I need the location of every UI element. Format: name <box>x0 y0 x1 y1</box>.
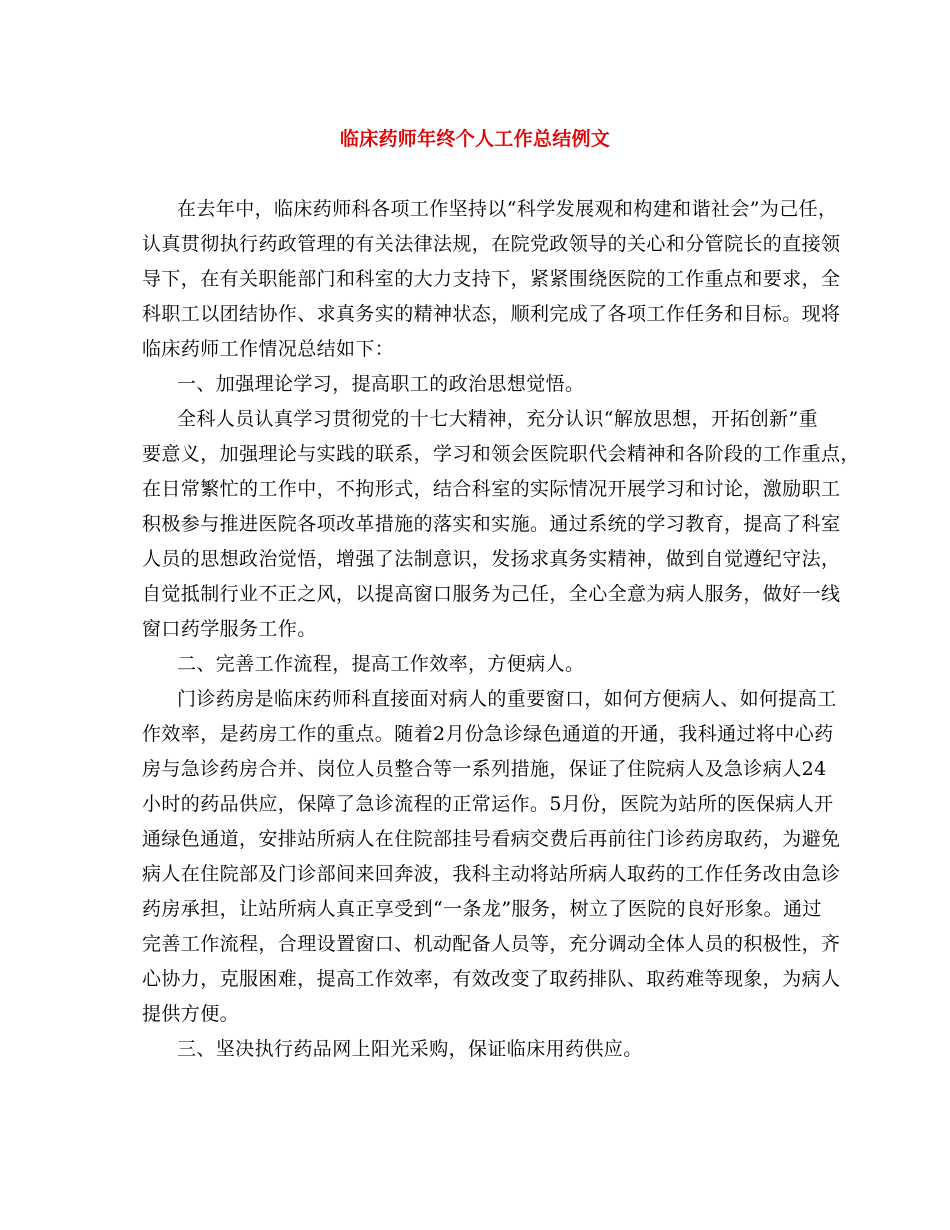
body-line: 门诊药房是临床药师科直接面对病人的重要窗口，如何方便病人、如何提高工 <box>177 688 837 710</box>
section-heading: 一、加强理论学习，提高职工的政治思想觉悟。 <box>177 373 585 395</box>
section-heading: 三、坚决执行药品网上阳光采购，保证临床用药供应。 <box>177 1038 643 1060</box>
section-heading: 二、完善工作流程，提高工作效率，方便病人。 <box>177 653 585 675</box>
body-line: 心协力，克服困难，提高工作效率，有效改变了取药排队、取药难等现象，为病人 <box>142 968 841 990</box>
body-line: 提供方便。 <box>142 1003 240 1025</box>
body-line: 完善工作流程，合理设置窗口、机动配备人员等，充分调动全体人员的积极性，齐 <box>142 933 841 955</box>
body-line: 小时的药品供应，保障了急诊流程的正常运作。5月份，医院为站所的医保病人开 <box>142 793 834 815</box>
body-line: 导下，在有关职能部门和科室的大力支持下，紧紧围绕医院的工作重点和要求，全 <box>142 268 841 290</box>
body-line: 通绿色通道，安排站所病人在住院部挂号看病交费后再前往门诊药房取药，为避免 <box>142 828 841 850</box>
body-line: 药房承担，让站所病人真正享受到“一条龙”服务，树立了医院的良好形象。通过 <box>142 898 822 920</box>
body-line: 在去年中，临床药师科各项工作坚持以“科学发展观和构建和谐社会”为己任， <box>177 198 838 220</box>
body-line: 人员的思想政治觉悟，增强了法制意识，发扬求真务实精神，做到自觉遵纪守法， <box>142 548 841 570</box>
body-line: 要意义，加强理论与实践的联系，学习和领会医院职代会精神和各阶段的工作重点， <box>142 443 860 465</box>
body-line: 在日常繁忙的工作中，不拘形式，结合科室的实际情况开展学习和讨论，激励职工 <box>142 478 841 500</box>
body-line: 临床药师工作情况总结如下： <box>142 338 395 360</box>
body-line: 自觉抵制行业不正之风，以提高窗口服务为己任，全心全意为病人服务，做好一线 <box>142 583 841 605</box>
body-line: 科职工以团结协作、求真务实的精神状态，顺利完成了各项工作任务和目标。现将 <box>142 303 841 325</box>
body-line: 房与急诊药房合并、岗位人员整合等一系列措施，保证了住院病人及急诊病人24 <box>142 758 827 780</box>
body-line: 作效率，是药房工作的重点。随着2月份急诊绿色通道的开通，我科通过将中心药 <box>142 723 834 745</box>
body-line: 窗口药学服务工作。 <box>142 618 317 640</box>
body-line: 全科人员认真学习贯彻党的十七大精神，充分认识“解放思想，开拓创新”重 <box>177 408 819 430</box>
body-line: 积极参与推进医院各项改革措施的落实和实施。通过系统的学习教育，提高了科室 <box>142 513 841 535</box>
body-line: 病人在住院部及门诊部间来回奔波，我科主动将站所病人取药的工作任务改由急诊 <box>142 863 841 885</box>
document-title: 临床药师年终个人工作总结例文 <box>339 128 611 150</box>
body-line: 认真贯彻执行药政管理的有关法律法规，在院党政领导的关心和分管院长的直接领 <box>142 233 841 255</box>
